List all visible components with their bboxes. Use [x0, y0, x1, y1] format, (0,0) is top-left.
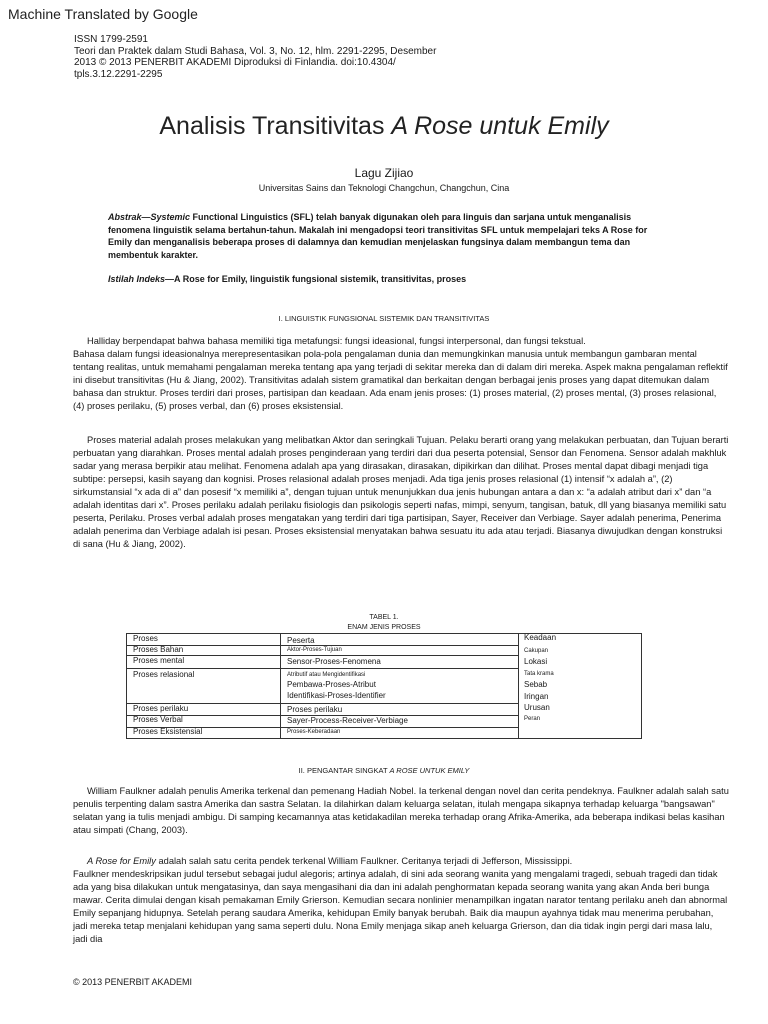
machine-translated-banner: Machine Translated by Google [8, 6, 198, 22]
abstract [108, 211, 653, 261]
table-cell-circumstance: Peran [524, 716, 541, 722]
table-cell-participant: Sayer-Process-Receiver-Verbiage [287, 716, 408, 725]
section-2-heading-italic: A ROSE UNTUK EMILY [389, 766, 470, 775]
section-2-paragraph-2 [73, 855, 729, 946]
table-cell-process: Proses perilaku [133, 704, 189, 713]
table-cell-participant: Sensor-Proses-Fenomena [287, 657, 381, 666]
table-header-participants: Peserta [287, 636, 315, 645]
index-terms-label: Istilah Indeks— [108, 274, 175, 284]
index-terms-text: A Rose for Emily, linguistik fungsional sistemik, transitivitas, proses [174, 274, 467, 284]
journal-header [74, 34, 436, 80]
journal-citation-line-3: tpls.3.12.2291-2295 [74, 68, 163, 80]
paragraph-text: Faulkner mendeskripsikan judul tersebut sebagai judul alegoris; artinya adalah, di sini ada seorang wanita yang mengalami tragedi, sebuah tragedi dan tidak ada yang bisa dilakukan untuk mengatasinya, dan saya mengasihani dia dan ini adalah penghormatan kepada seorang wanita yang akan Anda beri bunga mawar. Cerita dimulai dengan kisah pemakaman Emily Grierson. Kemudian secara nonlinier menampilkan ingatan narator tentang perilaku aneh dan abnormal Emily sepanjang hidupnya. Setelah perang saudara Amerika, kehidupan Emily banyak berubah. Baik dia maupun ayahnya tidak mau menerima perubahan, jadi mereka tetap menjalani kehidupan yang sama seperti dulu. Nona Emily menjaga sikap aneh keluarga Grierson, dan dia tidak ingin pergi dari masa lalu, jadi dia [73, 869, 728, 944]
paragraph-text: Halliday berpendapat bahwa bahasa memiliki tiga metafungsi: fungsi ideasional, fungsi interpersonal, dan fungsi tekstual. [87, 336, 586, 346]
table-cell-participant: Identifikasi-Proses-Identifier [287, 691, 386, 700]
paper-title-main: Analisis Transitivitas [159, 112, 392, 140]
index-terms [108, 274, 653, 284]
issn-line: ISSN 1799-2591 [74, 34, 148, 45]
table-cell-circumstance: Cakupan [524, 648, 549, 654]
table-caption: TABEL 1. [369, 614, 399, 621]
table-header-process: Proses [133, 634, 158, 643]
table-cell-process: Proses Verbal [133, 715, 183, 724]
table-cell-participant: Aktor-Proses-Tujuan [287, 647, 342, 653]
page-footer: © 2013 PENERBIT AKADEMI [73, 977, 193, 987]
paragraph-text: William Faulkner adalah penulis Amerika terkenal dan pemenang Hadiah Nobel. Ia terkenal dengan novel dan cerita pendeknya. Faulkner adalah salah satu penulis terpenting dalam sastra Amerika dan sastra Selatan. Ia dilahirkan dalam keluarga selatan, itulah mengapa sikapnya terhadap keluarga "bangsawan" selatan yang ia tulis menjadi ambigu. Di samping kecamannya atas ketidakadilan mereka terhadap orang Afrika-Amerika, ada beberapa indikasi belas kasihan atau simpati (Chang, 2003). [73, 786, 729, 835]
paragraph-first-line [73, 855, 729, 868]
journal-citation-line-2: 2013 © 2013 PENERBIT AKADEMI Diproduksi di Finlandia. doi:10.4304/ [74, 57, 396, 68]
process-types-table [126, 633, 642, 739]
author-name: Lagu Zijiao [354, 166, 414, 180]
table-cell-circumstance: Tata krama [524, 671, 554, 677]
table-cell-circumstance: Urusan [524, 703, 550, 712]
table-cell-circumstance: Iringan [524, 692, 549, 701]
table-cell-process: Proses mental [133, 656, 185, 665]
table-cell-process: Proses Bahan [133, 645, 184, 654]
table-cell-process: Proses Eksistensial [133, 727, 203, 736]
abstract-label: Abstrak—Systemic [108, 212, 191, 222]
journal-citation-line-1: Teori dan Praktek dalam Studi Bahasa, Vol. 3, No. 12, hlm. 2291-2295, Desember [74, 45, 437, 57]
story-title-italic: A Rose for Emily [87, 856, 156, 866]
table-cell-circumstance: Sebab [524, 680, 548, 689]
table-cell-participant: Pembawa-Proses-Atribut [287, 680, 376, 689]
table-header-circumstances: Keadaan [524, 633, 557, 642]
table-cell-participant: Proses-Keberadaan [287, 729, 341, 735]
section-1-heading: I. LINGUISTIK FUNGSIONAL SISTEMIK DAN TRANSITIVITAS [278, 314, 490, 323]
paragraph-text: Bahasa dalam fungsi ideasionalnya merepresentasikan pola-pola pengalaman dunia dan memungkinkan manusia untuk membangun gambaran mental tentang realitas, untuk memahami pengalaman mereka tentang apa yang terjadi di sekitar mereka dan di dalam diri mereka. Aspek makna pengalaman reflektif ini disebut transitivitas (Hu & Jiang, 2002). Transitivitas adalah sistem gramatikal dan berkaitan dengan berbagai jenis proses yang dapat ditemukan dalam bahasa dan struktur. Proses terdiri dari proses, partisipan dan keadaan. Ada enam jenis proses: (1) proses material, (2) proses mental, (3) proses relasional, (4) proses perilaku, (5) proses verbal, dan (6) proses eksistensial. [73, 349, 728, 411]
abstract-text: Functional Linguistics (SFL) telah banyak digunakan oleh para linguis dan sarjana untuk menganalisis fenomena linguistik selama bertahun-tahun. Makalah ini mengadopsi teori transitivitas SFL untuk mempelajari teks A Rose for Emily dan menganalisis beberapa proses di dalamnya dan kemudian menjelaskan fungsinya dalam membangun tema dan membentuk karakter. [108, 212, 648, 260]
table-cell-participant: Atributif atau Mengidentifikasi [287, 672, 366, 678]
table-subtitle: ENAM JENIS PROSES [347, 624, 421, 631]
section-1-paragraph-1 [73, 335, 729, 413]
author-affiliation: Universitas Sains dan Teknologi Changchun, Changchun, Cina [258, 183, 510, 193]
section-1-paragraph-2 [73, 434, 729, 551]
section-2-heading-prefix: II. PENGANTAR SINGKAT [298, 766, 390, 775]
table-cell-process: Proses relasional [133, 670, 195, 679]
section-2-heading [0, 766, 768, 775]
paragraph-text: Proses material adalah proses melakukan yang melibatkan Aktor dan seringkali Tujuan. Pelaku berarti orang yang melakukan perbuatan, dan Tujuan berarti perbuatan yang diarahkan. Proses mental adalah proses penginderaan yang terdiri dari dua peserta potensial, Sensor dan Fenomena. Sensor adalah makhluk sadar yang merasa berpikir atau melihat. Fenomena adalah apa yang dirasakan, dirasakan, dipikirkan dan dilihat. Proses mental dapat dibagi menjadi tiga subtipe: persepsi, kasih sayang dan kognisi. Proses relasional adalah proses menjadi. Ada tiga jenis proses relasional (1) intensif “x adalah a”, (2) sirkumstansial “x ada di a” dan posesif “x memiliki a”, dengan tujuan untuk menunjukkan dua jenis hubungan antara a dan x: “a adalah atribut dari x” dan “a adalah identitas dari x”. Proses perilaku adalah perilaku fisiologis dan psikologis seperti nafas, mimpi, senyum, tangisan, batuk, dll yang biasanya memiliki satu peserta, Perilaku. Proses verbal adalah proses mengatakan yang terdiri dari tiga partisipan, Sayer, Receiver dan Verbiage. Sayer adalah penerima, Penerima adalah penerima dan Verbiage adalah isi pesan. Proses eksistensial menyatakan bahwa sesuatu itu ada atau terjadi. Biasanya diwujudkan dengan konstruksi di sana (Hu & Jiang, 2002). [73, 435, 729, 549]
section-2-paragraph-1 [73, 785, 729, 837]
paragraph-text: adalah salah satu cerita pendek terkenal William Faulkner. Ceritanya terjadi di Jefferson, Mississippi. [155, 856, 573, 866]
table-cell-participant: Proses perilaku [287, 705, 343, 714]
paper-title-italic: A Rose untuk Emily [391, 112, 609, 140]
paper-title [0, 112, 768, 141]
table-cell-circumstance: Lokasi [524, 657, 548, 666]
